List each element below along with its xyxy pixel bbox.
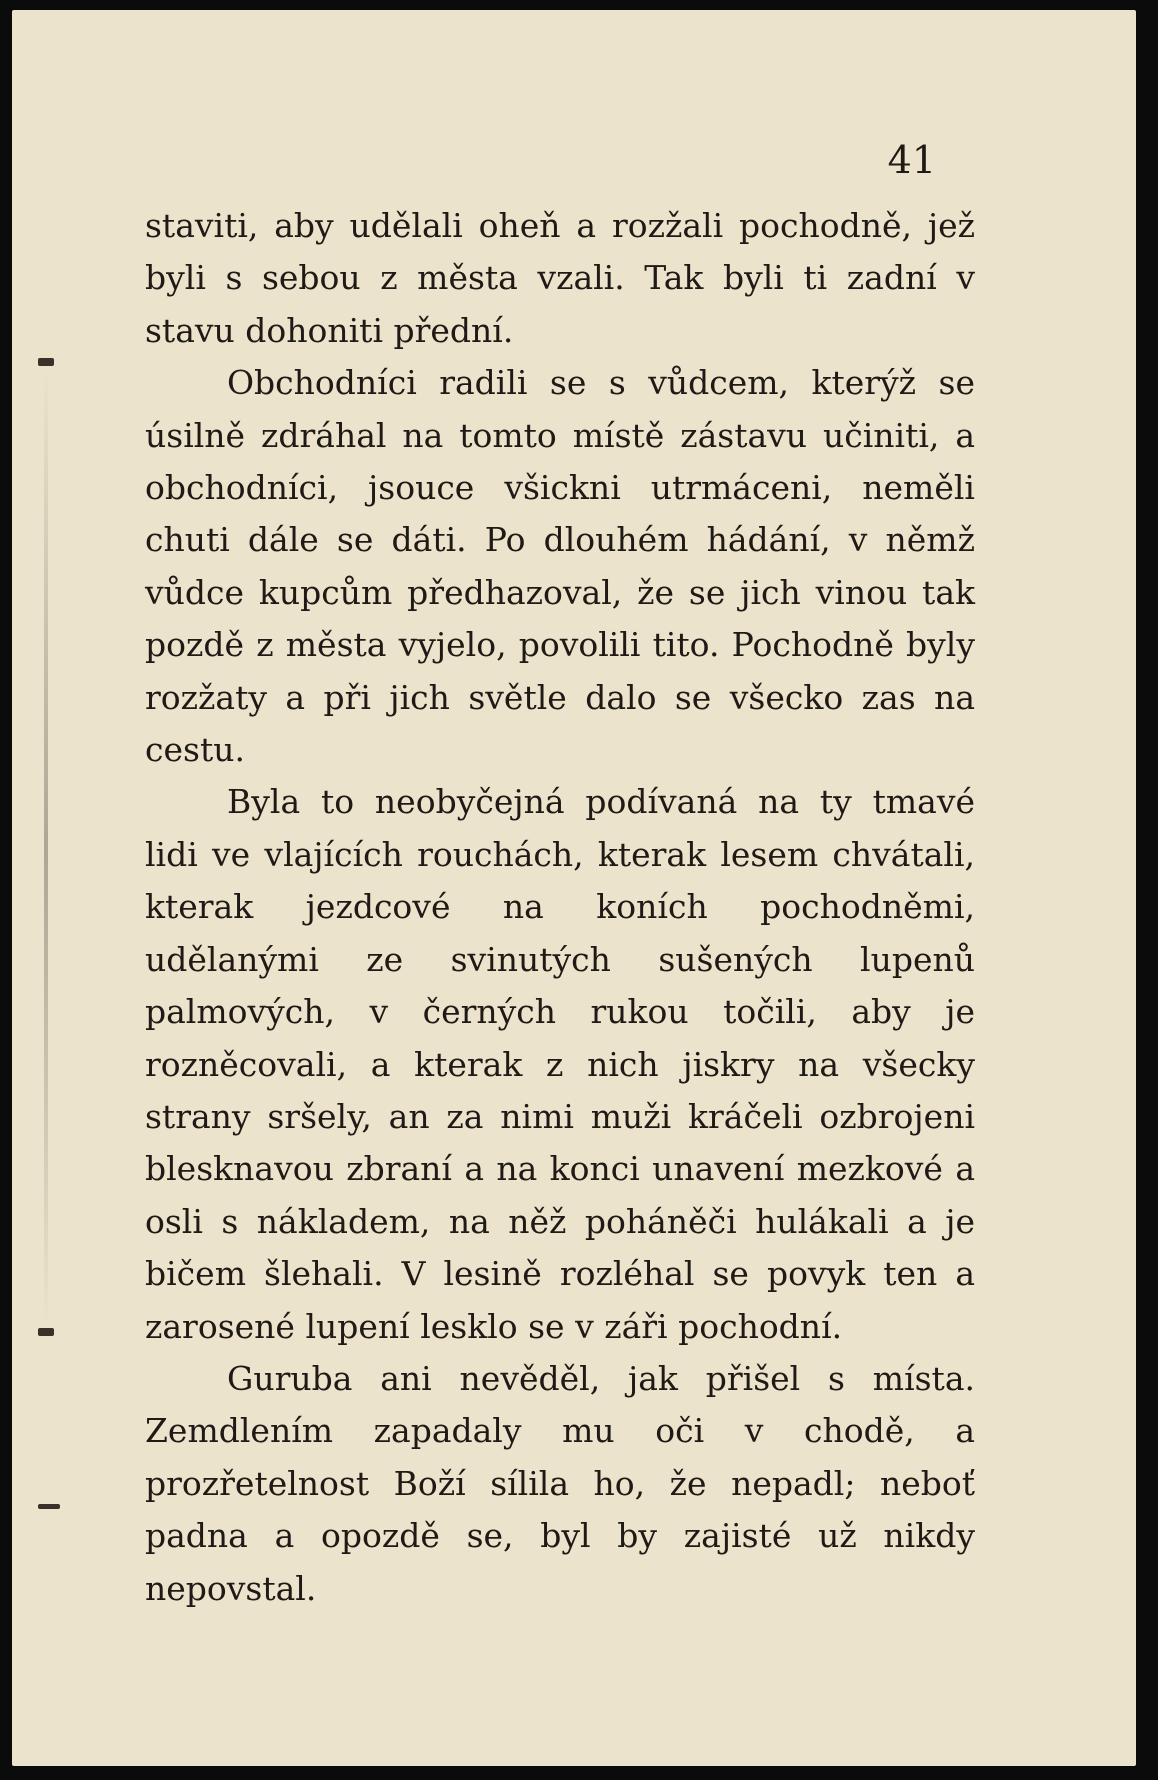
body-text bbox=[145, 200, 975, 1615]
page-number: 41 bbox=[887, 138, 936, 182]
binding-mark bbox=[38, 1504, 60, 1509]
paragraph: Obchodníci radili se s vůdcem, kterýž se úsilně zdráhal na tomto místě zástavu učiniti, a obchodníci, jsouce všickni utrmáceni, neměli chuti dále se dáti. Po dlouhém hádání, v němž vůdce kupcům předhazoval, že se jich vinou tak pozdě z města vyjelo, povolili tito. Pochodně byly rozžaty a při jich světle dalo se všecko zas na cestu. bbox=[145, 363, 975, 770]
book-page bbox=[12, 10, 1136, 1766]
paragraph: Guruba ani nevěděl, jak přišel s místa. Zemdlením zapadaly mu oči v chodě, a prozřetelnost Boží sílila ho, že nepadl; neboť padna a opozdě se, byl by zajisté už nikdy nepovstal. bbox=[145, 1358, 975, 1608]
paragraph: staviti, aby udělali oheň a rozžali pochodně, jež byli s sebou z města vzali. Tak byli ti zadní v stavu dohoniti přední. bbox=[145, 206, 975, 350]
paragraph: Byla to neobyčejná podívaná na ty tmavé lidi ve vlajících rouchách, kterak lesem chvátali, kterak jezdcové na koních pochodněmi, udělanými ze svinutých sušených lupenů palmových, v černých rukou točili, aby je rozněcovali, a kterak z nich jiskry na všecky strany sršely, an za nimi muži kráčeli ozbrojeni blesknavou zbraní a na konci unavení mezkové a osli s nákladem, na něž poháněči hulákali a je bičem šlehali. V lesině rozléhal se povyk ten a zarosené lupení lesklo se v záři pochodní. bbox=[145, 782, 975, 1346]
binding-mark bbox=[38, 1328, 54, 1336]
page-gutter bbox=[44, 370, 48, 1330]
binding-mark bbox=[38, 358, 54, 366]
